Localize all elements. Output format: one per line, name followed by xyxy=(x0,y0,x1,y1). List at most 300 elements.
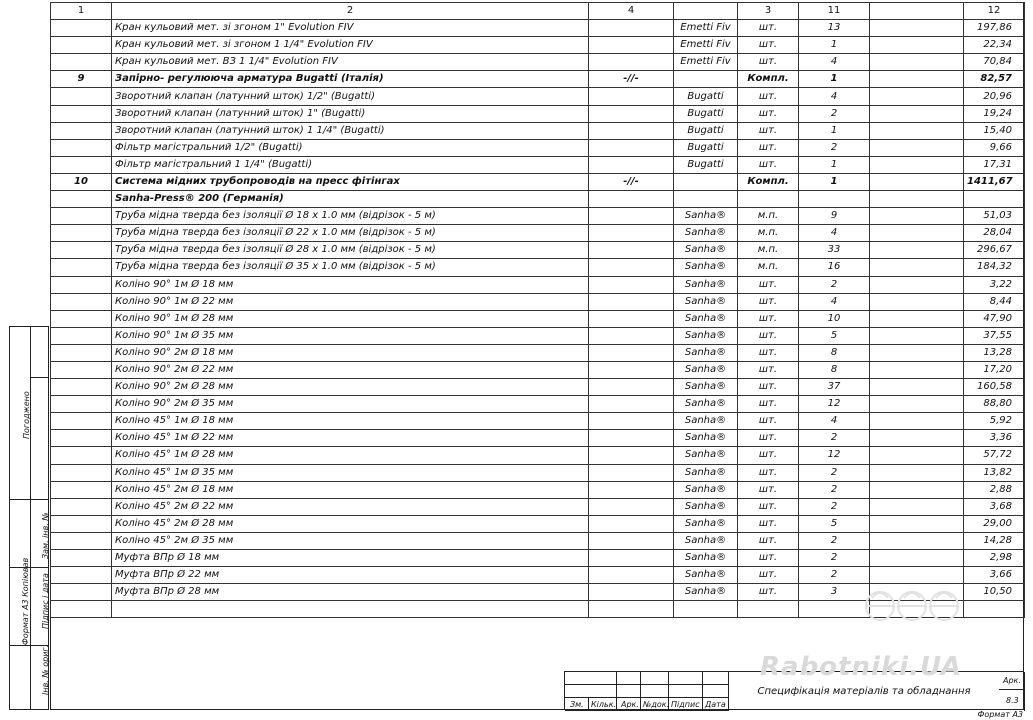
item-brand: Bugatti xyxy=(674,139,738,156)
item-code xyxy=(589,550,674,567)
item-empty xyxy=(870,430,964,447)
approved-label: Погоджено xyxy=(22,391,31,439)
table-row xyxy=(51,225,1025,242)
item-qty: 2 xyxy=(799,532,870,549)
sign-date-label: Підпис і дата xyxy=(41,573,50,629)
item-qty: 4 xyxy=(799,293,870,310)
item-brand: Sanha® xyxy=(674,293,738,310)
table-row xyxy=(51,156,1025,173)
item-code xyxy=(589,139,674,156)
row-number xyxy=(51,379,112,396)
table-row xyxy=(51,293,1025,310)
item-price: 15,40 xyxy=(964,122,1025,139)
item-unit: шт. xyxy=(738,122,799,139)
item-code xyxy=(589,293,674,310)
item-name: Муфта ВПр Ø 18 мм xyxy=(112,550,589,567)
sheet-number: 8.3 xyxy=(1006,696,1019,705)
item-name: Система мідних трубопроводів на пресс фітінгах xyxy=(112,173,589,190)
row-number xyxy=(51,344,112,361)
table-row xyxy=(51,259,1025,276)
item-qty: 2 xyxy=(799,567,870,584)
item-name: Коліно 90° 2м Ø 18 мм xyxy=(112,344,589,361)
table-row xyxy=(51,344,1025,361)
item-name: Зворотний клапан (латунний шток) 1 1/4" (Bugatti) xyxy=(112,122,589,139)
table-row xyxy=(51,276,1025,293)
item-qty: 2 xyxy=(799,481,870,498)
table-row xyxy=(51,122,1025,139)
item-empty xyxy=(870,327,964,344)
item-name: Коліно 45° 2м Ø 35 мм xyxy=(112,532,589,549)
table-header-row xyxy=(51,3,1025,20)
tb-label-sign: Підпис xyxy=(671,700,700,709)
item-code xyxy=(589,464,674,481)
item-price: 51,03 xyxy=(964,208,1025,225)
item-unit xyxy=(738,191,799,208)
item-empty xyxy=(870,122,964,139)
item-code xyxy=(589,430,674,447)
table-row xyxy=(51,191,1025,208)
item-qty: 1 xyxy=(799,37,870,54)
item-empty xyxy=(870,276,964,293)
inv-orig-label: Інв. № ориг. xyxy=(41,644,50,695)
item-empty xyxy=(870,54,964,71)
item-brand: Sanha® xyxy=(674,361,738,378)
row-number xyxy=(51,37,112,54)
row-number: 9 xyxy=(51,71,112,88)
table-row xyxy=(51,430,1025,447)
item-code: -//- xyxy=(589,71,674,88)
item-qty: 1 xyxy=(799,71,870,88)
item-name: Коліно 90° 1м Ø 35 мм xyxy=(112,327,589,344)
item-empty xyxy=(870,242,964,259)
item-name: Коліно 90° 1м Ø 28 мм xyxy=(112,310,589,327)
item-empty xyxy=(870,515,964,532)
item-empty xyxy=(870,156,964,173)
inv-replace-label: Зам. інв. № xyxy=(41,512,50,559)
item-unit: шт. xyxy=(738,567,799,584)
item-name: Муфта ВПр Ø 28 мм xyxy=(112,584,589,601)
item-unit: Компл. xyxy=(738,71,799,88)
item-empty xyxy=(870,88,964,105)
item-name: Коліно 45° 2м Ø 18 мм xyxy=(112,481,589,498)
item-code xyxy=(589,481,674,498)
item-qty: 2 xyxy=(799,464,870,481)
item-price: 2,98 xyxy=(964,550,1025,567)
item-price: 2,88 xyxy=(964,481,1025,498)
margin-stamp-strip xyxy=(9,326,49,710)
row-number xyxy=(51,242,112,259)
row-number xyxy=(51,464,112,481)
item-qty: 1 xyxy=(799,156,870,173)
item-empty xyxy=(870,105,964,122)
item-unit: шт. xyxy=(738,54,799,71)
item-name: Коліно 90° 2м Ø 22 мм xyxy=(112,361,589,378)
table-row xyxy=(51,550,1025,567)
item-code xyxy=(589,310,674,327)
item-qty: 16 xyxy=(799,259,870,276)
item-brand: Sanha® xyxy=(674,225,738,242)
table-row xyxy=(51,481,1025,498)
item-name: Коліно 90° 2м Ø 35 мм xyxy=(112,396,589,413)
item-brand: Bugatti xyxy=(674,122,738,139)
item-price: 20,96 xyxy=(964,88,1025,105)
header-cell: 3 xyxy=(738,3,799,20)
empty-cell xyxy=(738,601,799,618)
row-number xyxy=(51,550,112,567)
row-number xyxy=(51,88,112,105)
item-empty xyxy=(870,259,964,276)
item-brand: Bugatti xyxy=(674,88,738,105)
item-code xyxy=(589,567,674,584)
item-price: 70,84 xyxy=(964,54,1025,71)
item-unit: шт. xyxy=(738,430,799,447)
item-brand: Sanha® xyxy=(674,515,738,532)
item-brand: Sanha® xyxy=(674,276,738,293)
item-code xyxy=(589,122,674,139)
table-row xyxy=(51,379,1025,396)
item-code xyxy=(589,259,674,276)
row-number xyxy=(51,156,112,173)
header-cell: 12 xyxy=(964,3,1025,20)
item-brand xyxy=(674,191,738,208)
item-code xyxy=(589,191,674,208)
item-price: 17,31 xyxy=(964,156,1025,173)
item-brand: Sanha® xyxy=(674,464,738,481)
table-row xyxy=(51,327,1025,344)
item-qty: 3 xyxy=(799,584,870,601)
item-qty: 4 xyxy=(799,413,870,430)
empty-cell xyxy=(674,601,738,618)
item-price xyxy=(964,191,1025,208)
item-qty: 1 xyxy=(799,122,870,139)
item-price: 22,34 xyxy=(964,37,1025,54)
item-unit: м.п. xyxy=(738,225,799,242)
item-brand: Sanha® xyxy=(674,532,738,549)
item-unit: шт. xyxy=(738,276,799,293)
item-empty xyxy=(870,413,964,430)
item-qty: 2 xyxy=(799,550,870,567)
item-price: 5,92 xyxy=(964,413,1025,430)
item-empty xyxy=(870,208,964,225)
item-name: Муфта ВПр Ø 22 мм xyxy=(112,567,589,584)
item-brand: Sanha® xyxy=(674,567,738,584)
item-name: Зворотний клапан (латунний шток) 1" (Bugatti) xyxy=(112,105,589,122)
item-code xyxy=(589,515,674,532)
item-price: 82,57 xyxy=(964,71,1025,88)
table-row xyxy=(51,71,1025,88)
item-code xyxy=(589,532,674,549)
item-price: 160,58 xyxy=(964,379,1025,396)
item-unit: шт. xyxy=(738,344,799,361)
tb-label-date: Дата xyxy=(705,700,726,709)
header-cell: 2 xyxy=(112,3,589,20)
item-unit: шт. xyxy=(738,413,799,430)
item-name: Коліно 45° 1м Ø 28 мм xyxy=(112,447,589,464)
tb-label-zm: Зм. xyxy=(570,700,584,709)
item-code xyxy=(589,584,674,601)
item-code xyxy=(589,498,674,515)
item-unit: Компл. xyxy=(738,173,799,190)
item-brand: Sanha® xyxy=(674,481,738,498)
item-price: 3,68 xyxy=(964,498,1025,515)
item-unit: шт. xyxy=(738,88,799,105)
item-unit: шт. xyxy=(738,481,799,498)
item-qty: 8 xyxy=(799,344,870,361)
item-name: Sanha-Press® 200 (Германія) xyxy=(112,191,589,208)
item-name: Труба мідна тверда без ізоляції Ø 28 x 1.0 мм (відрізок - 5 м) xyxy=(112,242,589,259)
table-row xyxy=(51,515,1025,532)
row-number xyxy=(51,413,112,430)
specification-table xyxy=(50,2,1025,618)
item-name: Запірно- регулююча арматура Bugatti (Італія) xyxy=(112,71,589,88)
row-number xyxy=(51,20,112,37)
item-brand: Sanha® xyxy=(674,327,738,344)
item-code xyxy=(589,88,674,105)
item-qty: 5 xyxy=(799,515,870,532)
item-price: 88,80 xyxy=(964,396,1025,413)
item-code xyxy=(589,327,674,344)
item-empty xyxy=(870,447,964,464)
item-price: 57,72 xyxy=(964,447,1025,464)
item-code xyxy=(589,105,674,122)
item-empty xyxy=(870,379,964,396)
item-price: 10,50 xyxy=(964,584,1025,601)
item-empty xyxy=(870,293,964,310)
item-brand: Sanha® xyxy=(674,344,738,361)
item-empty xyxy=(870,396,964,413)
row-number xyxy=(51,498,112,515)
item-brand: Sanha® xyxy=(674,447,738,464)
item-brand: Sanha® xyxy=(674,430,738,447)
item-unit: шт. xyxy=(738,584,799,601)
item-empty xyxy=(870,225,964,242)
item-name: Фільтр магістральний 1 1/4" (Bugatti) xyxy=(112,156,589,173)
item-empty xyxy=(870,191,964,208)
row-number xyxy=(51,191,112,208)
item-empty xyxy=(870,550,964,567)
item-brand: Emetti Fiv xyxy=(674,37,738,54)
item-price: 37,55 xyxy=(964,327,1025,344)
item-qty: 9 xyxy=(799,208,870,225)
item-brand xyxy=(674,71,738,88)
item-name: Коліно 45° 2м Ø 22 мм xyxy=(112,498,589,515)
item-qty: 2 xyxy=(799,276,870,293)
table-row xyxy=(51,464,1025,481)
item-qty xyxy=(799,191,870,208)
item-qty: 2 xyxy=(799,139,870,156)
item-brand: Sanha® xyxy=(674,413,738,430)
item-name: Труба мідна тверда без ізоляції Ø 22 x 1.0 мм (відрізок - 5 м) xyxy=(112,225,589,242)
item-empty xyxy=(870,498,964,515)
item-unit: шт. xyxy=(738,396,799,413)
item-unit: м.п. xyxy=(738,242,799,259)
item-code xyxy=(589,344,674,361)
header-cell xyxy=(674,3,738,20)
item-price: 19,24 xyxy=(964,105,1025,122)
item-code xyxy=(589,156,674,173)
item-price: 8,44 xyxy=(964,293,1025,310)
empty-cell xyxy=(964,601,1025,618)
sheet-label: Арк. xyxy=(1003,676,1021,685)
row-number xyxy=(51,310,112,327)
document-title: Специфікація матеріалів та обладнання xyxy=(757,686,971,697)
item-price: 29,00 xyxy=(964,515,1025,532)
item-name: Коліно 45° 1м Ø 35 мм xyxy=(112,464,589,481)
tb-label-ark: Арк. xyxy=(621,700,639,709)
row-number xyxy=(51,54,112,71)
empty-cell xyxy=(112,601,589,618)
row-number xyxy=(51,259,112,276)
format-copied-label: Формат А3 Копіював xyxy=(21,557,30,645)
item-empty xyxy=(870,139,964,156)
item-price: 197,86 xyxy=(964,20,1025,37)
item-qty: 5 xyxy=(799,327,870,344)
item-code xyxy=(589,37,674,54)
item-qty: 4 xyxy=(799,88,870,105)
table-row xyxy=(51,139,1025,156)
item-name: Коліно 90° 1м Ø 22 мм xyxy=(112,293,589,310)
item-name: Труба мідна тверда без ізоляції Ø 35 x 1.0 мм (відрізок - 5 м) xyxy=(112,259,589,276)
item-name: Зворотний клапан (латунний шток) 1/2" (Bugatti) xyxy=(112,88,589,105)
table-row xyxy=(51,310,1025,327)
item-price: 3,22 xyxy=(964,276,1025,293)
item-qty: 33 xyxy=(799,242,870,259)
item-name: Фільтр магістральний 1/2" (Bugatti) xyxy=(112,139,589,156)
item-unit: шт. xyxy=(738,361,799,378)
item-empty xyxy=(870,361,964,378)
item-qty: 2 xyxy=(799,105,870,122)
item-brand: Sanha® xyxy=(674,396,738,413)
row-number xyxy=(51,208,112,225)
item-price: 28,04 xyxy=(964,225,1025,242)
item-brand: Sanha® xyxy=(674,584,738,601)
item-code xyxy=(589,225,674,242)
item-qty: 2 xyxy=(799,430,870,447)
row-number xyxy=(51,567,112,584)
item-name: Коліно 45° 2м Ø 28 мм xyxy=(112,515,589,532)
item-empty xyxy=(870,310,964,327)
item-code xyxy=(589,20,674,37)
row-number xyxy=(51,361,112,378)
item-qty: 12 xyxy=(799,447,870,464)
item-brand: Sanha® xyxy=(674,208,738,225)
item-code xyxy=(589,276,674,293)
item-unit: шт. xyxy=(738,37,799,54)
item-code xyxy=(589,447,674,464)
header-cell: 1 xyxy=(51,3,112,20)
item-brand: Sanha® xyxy=(674,259,738,276)
table-row xyxy=(51,532,1025,549)
row-number xyxy=(51,122,112,139)
item-name: Коліно 45° 1м Ø 18 мм xyxy=(112,413,589,430)
item-qty: 4 xyxy=(799,225,870,242)
table-row xyxy=(51,208,1025,225)
item-code xyxy=(589,208,674,225)
table-row xyxy=(51,498,1025,515)
table-row xyxy=(51,88,1025,105)
item-price: 17,20 xyxy=(964,361,1025,378)
row-number xyxy=(51,225,112,242)
row-number: 10 xyxy=(51,173,112,190)
item-brand: Emetti Fiv xyxy=(674,20,738,37)
item-brand: Bugatti xyxy=(674,105,738,122)
item-name: Коліно 45° 1м Ø 22 мм xyxy=(112,430,589,447)
item-empty xyxy=(870,20,964,37)
row-number xyxy=(51,447,112,464)
item-brand: Sanha® xyxy=(674,550,738,567)
item-price: 13,82 xyxy=(964,464,1025,481)
item-empty xyxy=(870,71,964,88)
row-number xyxy=(51,293,112,310)
item-price: 1411,67 xyxy=(964,173,1025,190)
row-number xyxy=(51,481,112,498)
item-unit: шт. xyxy=(738,310,799,327)
row-number xyxy=(51,139,112,156)
watermark-text: Rabotniki.UA xyxy=(760,652,963,682)
item-brand: Sanha® xyxy=(674,242,738,259)
item-qty: 4 xyxy=(799,54,870,71)
item-brand: Emetti Fiv xyxy=(674,54,738,71)
watermark-helmet-icons xyxy=(860,572,970,632)
item-empty xyxy=(870,481,964,498)
row-number xyxy=(51,105,112,122)
item-empty xyxy=(870,37,964,54)
item-unit: шт. xyxy=(738,379,799,396)
item-price: 9,66 xyxy=(964,139,1025,156)
item-brand xyxy=(674,173,738,190)
table-row xyxy=(51,105,1025,122)
item-qty: 12 xyxy=(799,396,870,413)
empty-cell xyxy=(799,601,870,618)
item-price: 3,66 xyxy=(964,567,1025,584)
table-row xyxy=(51,37,1025,54)
item-unit: шт. xyxy=(738,139,799,156)
row-number xyxy=(51,430,112,447)
item-brand: Sanha® xyxy=(674,498,738,515)
item-name: Кран кульовий мет. зі згоном 1 1/4" Evolution FIV xyxy=(112,37,589,54)
item-unit: шт. xyxy=(738,532,799,549)
format-label: Формат А3 xyxy=(977,710,1023,719)
item-code: -//- xyxy=(589,173,674,190)
row-number xyxy=(51,515,112,532)
item-brand: Sanha® xyxy=(674,310,738,327)
table-row xyxy=(51,361,1025,378)
item-code xyxy=(589,396,674,413)
row-number xyxy=(51,327,112,344)
item-name: Коліно 90° 2м Ø 28 мм xyxy=(112,379,589,396)
empty-cell xyxy=(589,601,674,618)
table-row xyxy=(51,447,1025,464)
table-row xyxy=(51,413,1025,430)
item-name: Коліно 90° 1м Ø 18 мм xyxy=(112,276,589,293)
header-cell: 4 xyxy=(589,3,674,20)
item-empty xyxy=(870,532,964,549)
table-row xyxy=(51,242,1025,259)
item-unit: шт. xyxy=(738,447,799,464)
tb-label-kilk: Кільк. xyxy=(591,700,617,709)
item-code xyxy=(589,361,674,378)
item-unit: шт. xyxy=(738,464,799,481)
item-empty xyxy=(870,464,964,481)
item-name: Труба мідна тверда без ізоляції Ø 18 x 1.0 мм (відрізок - 5 м) xyxy=(112,208,589,225)
item-unit: шт. xyxy=(738,327,799,344)
item-code xyxy=(589,54,674,71)
item-code xyxy=(589,413,674,430)
table-row xyxy=(51,54,1025,71)
item-price: 13,28 xyxy=(964,344,1025,361)
item-price: 47,90 xyxy=(964,310,1025,327)
item-price: 14,28 xyxy=(964,532,1025,549)
